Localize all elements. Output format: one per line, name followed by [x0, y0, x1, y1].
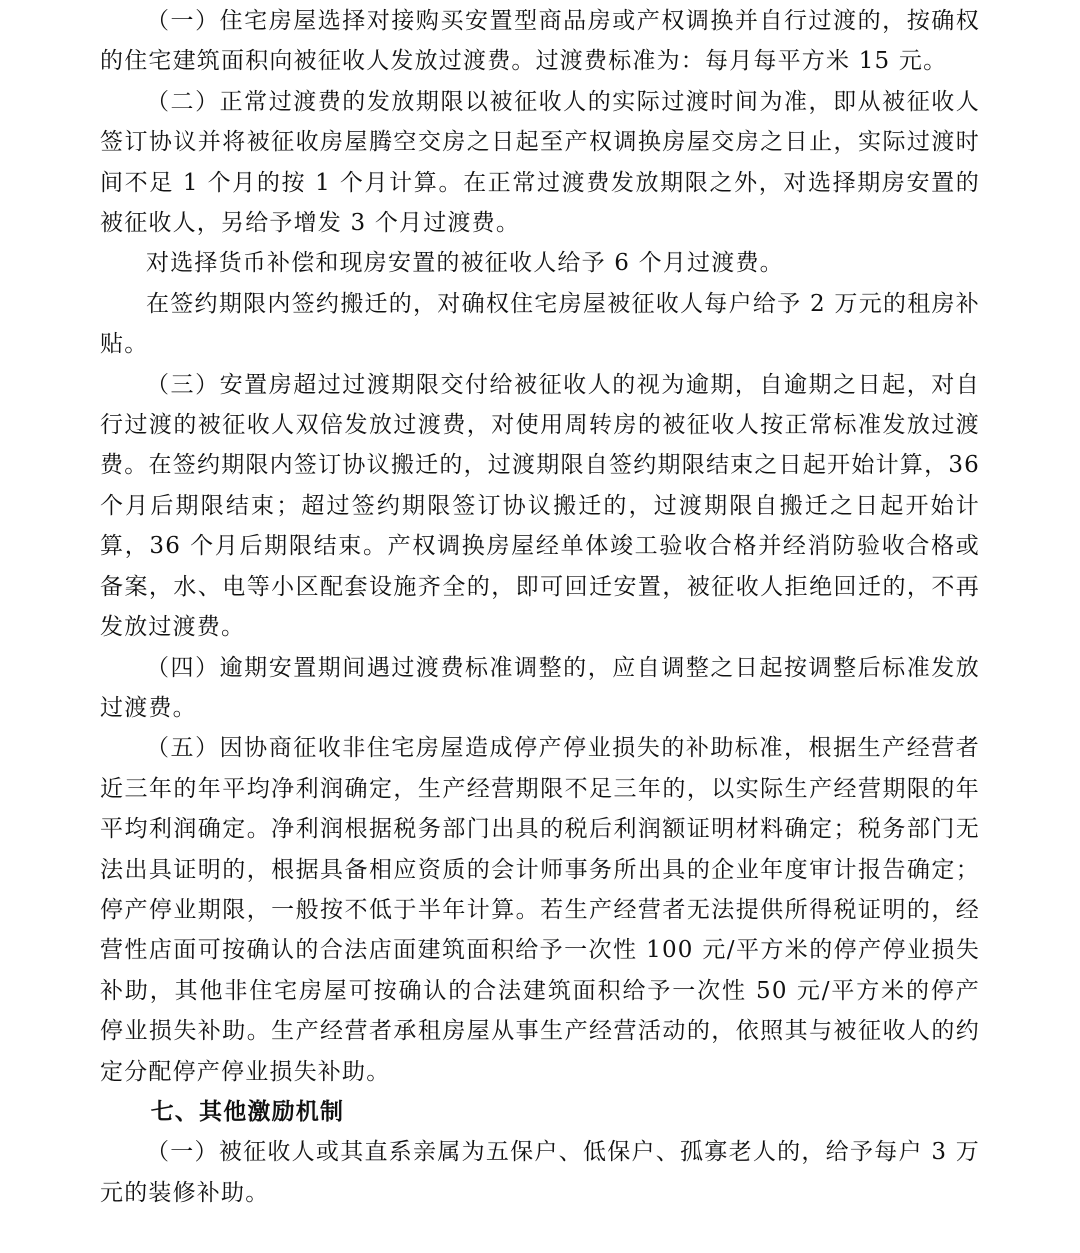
section-heading-other-incentives: 七、其他激励机制: [150, 1098, 345, 1125]
document-body: [100, 1, 980, 1213]
paragraph-fee-adjustment: （四）逾期安置期间遇过渡费标准调整的，应自调整之日起按调整后标准发放过渡费。: [100, 654, 980, 721]
paragraph-overdue-delivery: （三）安置房超过过渡期限交付给被征收人的视为逾期，自逾期之日起，对自行过渡的被征收人双倍发放过渡费，对使用周转房的被征收人按正常标准发放过渡费。在签约期限内签订协议搬迁的，过渡期限自签约期限结束之日起开始计算，36 个月后期限结束；超过签约期限签订协议搬迁的，过渡期限自搬迁之日起开始计算，36 个月后期限结束。产权调换房屋经单体竣工验收合格并经消防验收合格或备案，水、电等小区配套设施齐全的，即可回迁安置，被征收人拒绝回迁的，不再发放过渡费。: [100, 371, 980, 641]
paragraph-transition-period: （二）正常过渡费的发放期限以被征收人的实际过渡时间为准，即从被征收人签订协议并将被征收房屋腾空交房之日起至产权调换房屋交房之日止，实际过渡时间不足 1 个月的按 1 个月计算。在正常过渡费发放期限之外，对选择期房安置的被征收人，另给予增发 3 个月过渡费。: [100, 88, 980, 237]
paragraph-renovation-subsidy: （一）被征收人或其直系亲属为五保户、低保户、孤寡老人的，给予每户 3 万元的装修补助。: [100, 1139, 980, 1206]
paragraph-rental-subsidy: 在签约期限内签约搬迁的，对确权住宅房屋被征收人每户给予 2 万元的租房补贴。: [100, 290, 980, 358]
paragraph-monetary-compensation: 对选择货币补偿和现房安置的被征收人给予 6 个月过渡费。: [146, 250, 784, 277]
paragraph-transition-fee-standard: （一）住宅房屋选择对接购买安置型商品房或产权调换并自行过渡的，按确权的住宅建筑面积向被征收人发放过渡费。过渡费标准为：每月每平方米 15 元。: [100, 8, 980, 75]
paragraph-business-loss-subsidy: （五）因协商征收非住宅房屋造成停产停业损失的补助标准，根据生产经营者近三年的年平均净利润确定，生产经营期限不足三年的，以实际生产经营期限的年平均利润确定。净利润根据税务部门出具的税后利润额证明材料确定；税务部门无法出具证明的，根据具备相应资质的会计师事务所出具的企业年度审计报告确定；停产停业期限，一般按不低于半年计算。若生产经营者无法提供所得税证明的，经营性店面可按确认的合法店面建筑面积给予一次性 100 元/平方米的停产停业损失补助，其他非住宅房屋可按确认的合法建筑面积给予一次性 50 元/平方米的停产停业损失补助。生产经营者承租房屋从事生产经营活动的，依照其与被征收人的约定分配停产停业损失补助。: [100, 735, 980, 1085]
